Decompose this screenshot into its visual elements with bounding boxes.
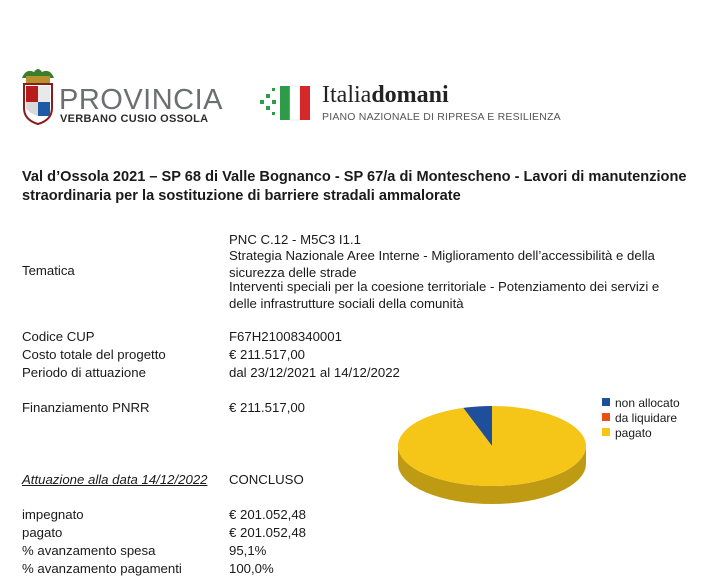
tematica-line1: PNC C.12 - M5C3 I1.1 <box>229 232 361 247</box>
legend-swatch <box>602 398 610 406</box>
attuazione-label: Attuazione alla data 14/12/2022 <box>22 472 208 487</box>
tematica-label: Tematica <box>22 263 75 278</box>
pie-chart <box>395 400 595 512</box>
italiadomani-subtitle: PIANO NAZIONALE DI RIPRESA E RESILIENZA <box>322 111 561 123</box>
costo-label: Costo totale del progetto <box>22 347 166 362</box>
pie-slice-pagato <box>398 406 586 486</box>
attuazione-status: CONCLUSO <box>229 472 304 487</box>
cup-label: Codice CUP <box>22 329 95 344</box>
periodo-label: Periodo di attuazione <box>22 365 146 380</box>
pnrr-label: Finanziamento PNRR <box>22 400 150 415</box>
pagato-label: pagato <box>22 525 63 540</box>
provincia-subtitle: VERBANO CUSIO OSSOLA <box>60 113 209 125</box>
costo-value: € 211.517,00 <box>229 347 306 362</box>
project-title: Val d’Ossola 2021 – SP 68 di Valle Bognanco - SP 67/a di Montescheno - Lavori di manutenzione straordinaria per la sostituzione di barriere stradali ammalorate <box>22 169 687 204</box>
pagato-value: € 201.052,48 <box>229 525 307 540</box>
legend-swatch <box>602 413 610 421</box>
avanzamento-spesa-value: 95,1% <box>229 543 267 558</box>
italiadomani-flag-icon <box>258 80 314 126</box>
periodo-value: dal 23/12/2021 al 14/12/2022 <box>229 365 400 380</box>
legend-swatch <box>602 428 610 436</box>
impegnato-value: € 201.052,48 <box>229 507 307 522</box>
avanzamento-spesa-label: % avanzamento spesa <box>22 543 156 558</box>
avanzamento-pagamenti-label: % avanzamento pagamenti <box>22 561 182 576</box>
legend-label: da liquidare <box>615 411 678 425</box>
italiadomani-title: Italiadomani <box>322 82 449 108</box>
impegnato-label: impegnato <box>22 507 84 522</box>
provincia-name: PROVINCIA <box>59 84 224 116</box>
cup-value: F67H21008340001 <box>229 329 342 344</box>
pnrr-value: € 211.517,00 <box>229 400 306 415</box>
legend-item-da-liquidare <box>602 411 677 425</box>
legend-label: non allocato <box>615 396 680 410</box>
tematica-line3: Interventi speciali per la coesione territoriale - Potenziamento dei servizi e delle infrastrutture sociali della comunità <box>229 279 660 311</box>
avanzamento-pagamenti-value: 100,0% <box>229 561 274 576</box>
legend-label: pagato <box>615 426 652 440</box>
legend-item-non-allocato <box>602 396 680 410</box>
legend-item-pagato <box>602 426 652 440</box>
provincia-logo <box>16 64 60 126</box>
tematica-line2: Strategia Nazionale Aree Interne - Miglioramento dell’accessibilità e della sicurezza delle strade <box>229 248 655 280</box>
